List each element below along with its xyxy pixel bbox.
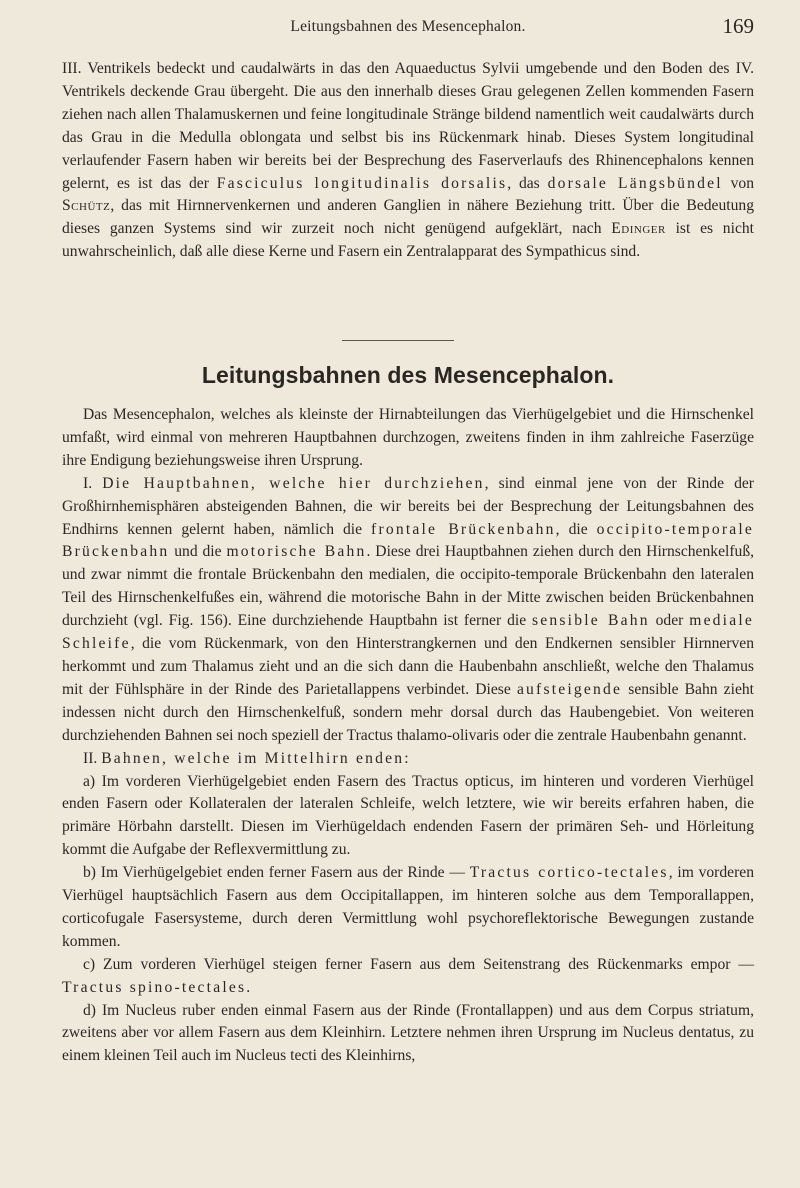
text-run: II. [83,749,102,767]
text-run: von [722,174,754,192]
text-run: : [404,749,409,767]
text-run: oder [649,612,690,630]
text-run: d) Im Nucleus ruber enden einmal Fasern aus der Rinde (Frontallappen) und aus dem Corpus striatum, zweitens aber vor allem Fasern aus dem Kleinhirn. Letztere nehmen ihren Ursprung im Nucleus dentatus, zu einem kleinen Teil auch im Nucleus tecti des Kleinhirns, [62,1001,754,1065]
text-run: , die [555,520,597,538]
page-number: 169 [722,14,754,38]
emphasized-term: motorische Bahn [226,543,367,561]
paragraph [62,771,754,863]
emphasized-term: Schütz [62,197,111,215]
text-run: a) Im vorderen Vierhügelgebiet enden Fasern des Tractus opticus, im hinteren und vorderen Vierhügel enden Fasern oder Kollateralen der lateralen Schleife, welch letztere, wie wir bereits erfahren haben, die primäre Hörbahn darstellt. Diesen im Vierhügeldach endenden Fasern der primären Seh- und Hörleitung kommt die Aufgabe der Reflexvermittlung zu. [62,772,754,859]
text-run: III. Ventrikels bedeckt und caudalwärts in das den Aquaeductus Sylvii umgebende und den Boden des IV. Ventrikels deckende Grau übergeht. Die aus den innerhalb dieses Grau gelegenen Zellen kommenden Fasern ziehen nach allen Thalamuskernen und feine longitudinale Stränge bildend namentlich weit caudalwärts durch das Grau in die Medulla oblongata und selbst bis ins Rückenmark hinab. Dieses System longitudinal verlaufender Fasern haben wir bereits bei der Besprechung des Faserverlaufs des Rhinencephalons kennen gelernt, es ist das der [62,60,754,192]
text-run: . [246,978,251,996]
text-run: . Diese drei Hauptbahnen ziehen durch den Hirnschenkelfuß, und zwar nimmt die frontale Brückenbahn den medialen, die occipito-temporale Brückenbahn den lateralen Teil des Hirnschenkelfußes ein, während die motorische Bahn in der Mitte zwischen beiden Brückenbahnen durchzieht (vgl. Fig. 156). Eine durchziehende Hauptbahn ist ferner die [62,543,755,630]
paragraph [62,404,754,473]
emphasized-term: Bahnen, welche im Mittelhirn enden [101,749,405,767]
running-title: Leitungsbahnen des Mesencephalon. [290,18,526,35]
section-divider [342,340,454,341]
text-run: ist es nicht unwahrscheinlich, daß alle diese Kerne und Fasern ein Zentralapparat des Sympathicus sind. [62,220,754,261]
section-body [62,404,754,1068]
emphasized-term: dorsale Längsbündel [547,174,723,192]
emphasized-term: sensible Bahn [532,612,650,630]
text-run: , das mit Hirnnervenkernen und anderen Ganglien in nähere Beziehung tritt. Über die Bedeutung dieses ganzen Systems sind wir zurzeit noch nicht genügend aufgeklärt, nach [62,197,754,238]
emphasized-term: mediale Schleife [62,612,754,653]
text-run: , im vorderen Vierhügel hauptsächlich Fasern aus dem Occipitallappen, im hinteren solche aus dem Temporallappen, corticofugale Fasersysteme, durch deren Vermittlung wohl psychoreflektorische Bewegungen zustande kommen. [62,864,754,950]
text-run: und die [169,543,227,561]
page-header [62,14,754,42]
text-run: c) Zum vorderen Vierhügel steigen ferner Fasern aus dem Seitenstrang des Rückenmarks empor — [83,955,754,973]
text-run: sensible Bahn zieht indessen nicht durch den Hirnschenkelfuß, sondern mehr dorsal durch das Haubengebiet. Von weiteren durchziehenden Bahnen sei noch speziell der Tractus thalamo-olivaris oder die zentrale Haubenbahn genannt. [62,680,754,744]
emphasized-term: Tractus cortico-tectales [469,864,669,882]
emphasized-term: Tractus spino-tectales [62,978,247,996]
paragraph-continuation [62,58,754,264]
emphasized-term: Edinger [611,220,666,238]
emphasized-term: Die Hauptbahnen, welche hier durchziehen [102,474,485,492]
text-run: Das Mesencephalon, welches als kleinste der Hirnabteilungen das Vierhügelgebiet und die Hirnschenkel umfaßt, wird einmal von mehreren Hauptbahnen durchzogen, zweitens finden in ihm zahlreiche Faserzüge ihre Endigung beziehungsweise ihren Ursprung. [62,406,754,469]
paragraph [62,862,754,954]
emphasized-term: aufsteigende [516,680,623,698]
text-run: b) Im Vierhügelgebiet enden ferner Fasern aus der Rinde — [83,864,470,882]
emphasized-term: Fasciculus longitudinalis dorsalis [216,174,508,192]
emphasized-term: frontale Brückenbahn [371,520,556,538]
section-title: Leitungsbahnen des Mesencephalon. [201,362,615,388]
text-run: I. [83,474,103,492]
paragraph [62,473,754,748]
paragraph [62,954,754,1000]
text-run: , sind einmal jene von der Rinde der Großhirnhemisphären absteigenden Bahnen, die wir bereits bei der Besprechung der Leitungsbahnen des Endhirns kennen gelernt haben, nämlich die [62,474,754,538]
text-run: , die vom Rückenmark, von den Hinterstrangkernen und den Endkernen sensibler Hirnnerven herkommt und zum Thalamus zieht und an die sich dann die Haubenbahn anschließt, welche den Thalamus mit der Fühlsphäre in der Rinde des Parietallappens verbindet. Diese [62,635,754,698]
paragraph [62,1000,754,1069]
text-run: , das [507,174,548,192]
paragraph [62,748,754,771]
emphasized-term: occipito-temporale Brückenbahn [62,520,754,561]
